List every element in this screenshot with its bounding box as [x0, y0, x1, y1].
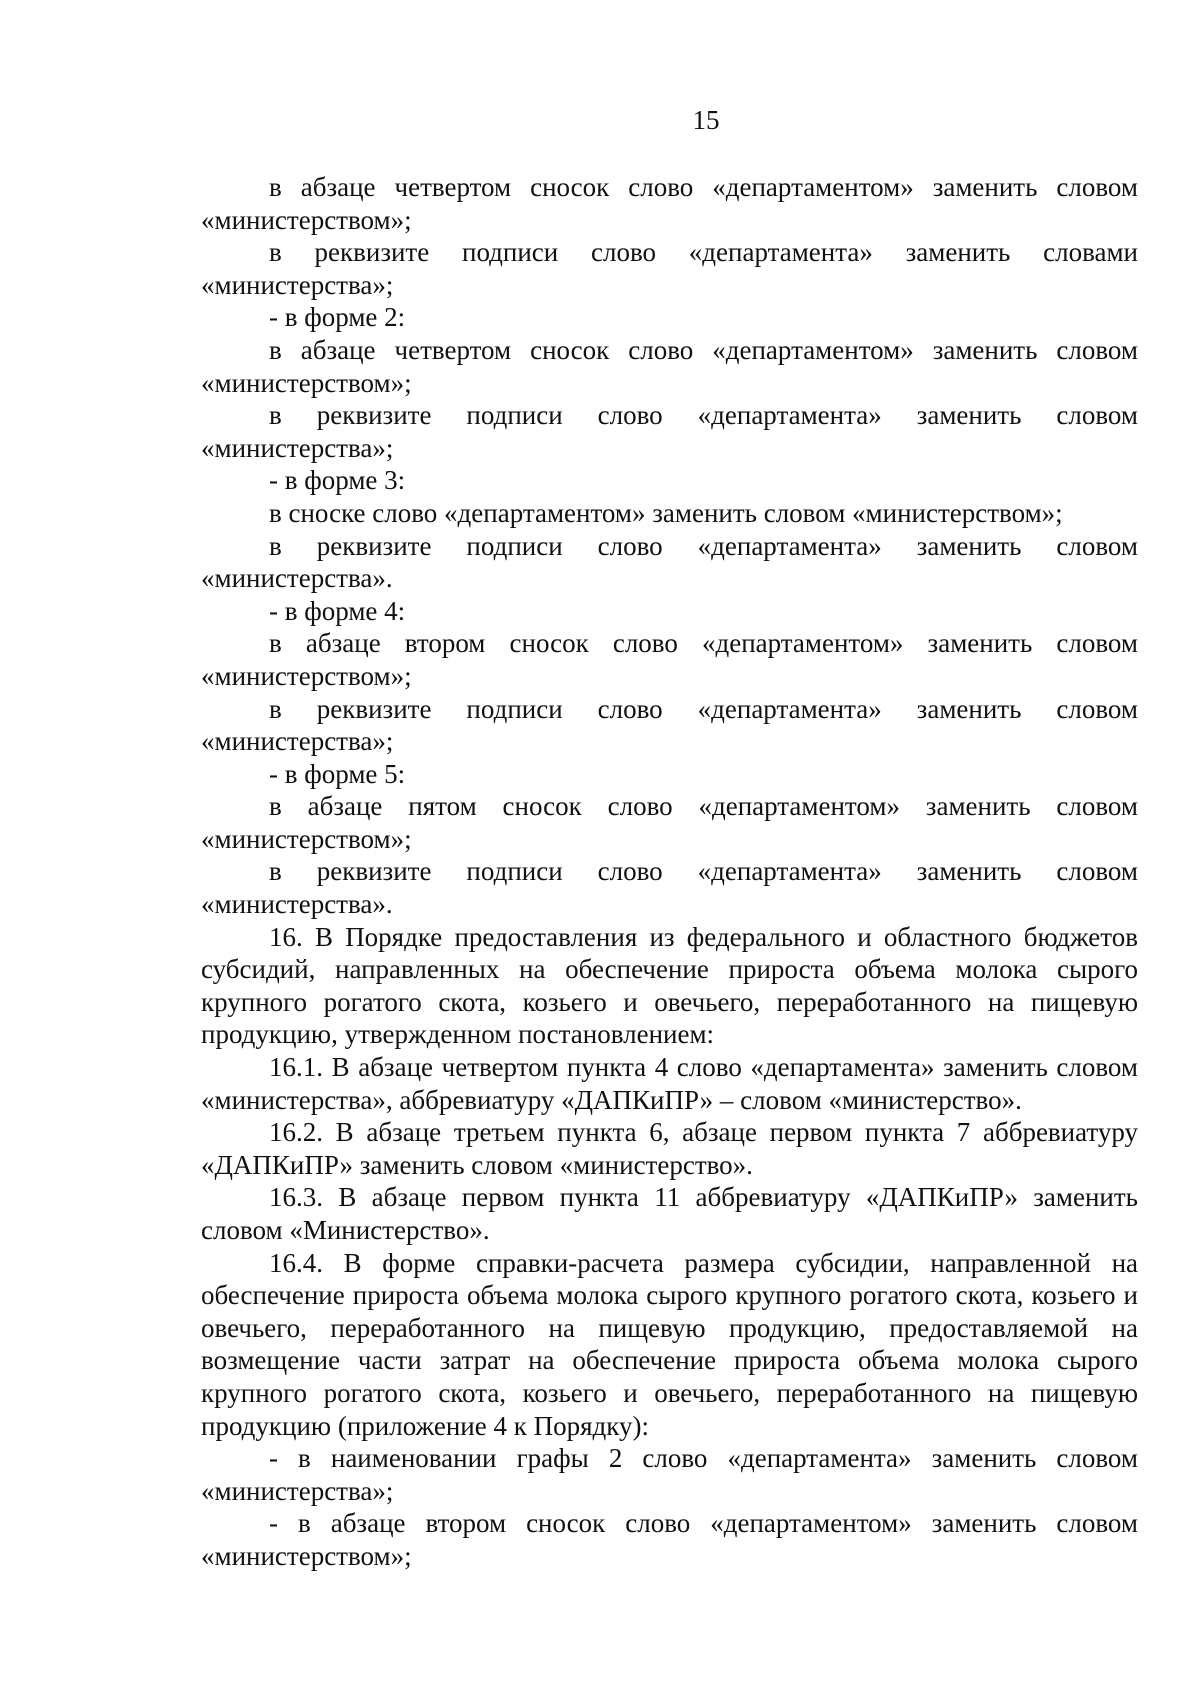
clause-16: 16. В Порядке предоставления из федерального и областного бюджетов субсидий, направленных на обеспечение прироста объема молока сырого крупного рогатого скота, козьего и овечьего, переработанного на пищевую продукцию, утвержденном постановлением: — [201, 921, 1138, 1050]
paragraph: в абзаце пятом сносок слово «департаментом» заменить словом «министерством»; — [201, 791, 1138, 854]
paragraph: в абзаце четвертом сносок слово «департаментом» заменить словом «министерством»; — [201, 172, 1138, 235]
paragraph: - в наименовании графы 2 слово «департамента» заменить словом «министерства»; — [201, 1443, 1138, 1506]
clause-16-1: 16.1. В абзаце четвертом пункта 4 слово «департамента» заменить словом «министерства», аббревиатуру «ДАПКиПР» – словом «министерство». — [201, 1052, 1138, 1115]
document-body — [201, 171, 1138, 1573]
form-heading: - в форме 2: — [269, 302, 406, 333]
form-heading: - в форме 4: — [269, 595, 406, 626]
paragraph: в реквизите подписи слово «департамента» заменить словом «министерства»; — [201, 400, 1138, 463]
clause-16-3: 16.3. В абзаце первом пункта 11 аббревиатуру «ДАПКиПР» заменить словом «Министерство». — [201, 1182, 1138, 1245]
clause-16-4: 16.4. В форме справки-расчета размера субсидии, направленной на обеспечение прироста объема молока сырого крупного рогатого скота, козьего и овечьего, переработанного на пищевую продукцию, предоставляемой на возмещение части затрат на обеспечение прироста объема молока сырого крупного рогатого скота, козьего и овечьего, переработанного на пищевую продукцию (приложение 4 к Порядку): — [201, 1247, 1138, 1441]
paragraph: в реквизите подписи слово «департамента» заменить словами «министерства»; — [201, 237, 1138, 300]
form-heading: - в форме 5: — [269, 758, 406, 789]
page-number: 15 — [692, 105, 720, 135]
paragraph: - в абзаце втором сносок слово «департаментом» заменить словом «министерством»; — [201, 1508, 1138, 1571]
form-heading: - в форме 3: — [269, 465, 406, 496]
paragraph: в абзаце втором сносок слово «департаментом» заменить словом «министерством»; — [201, 628, 1138, 691]
paragraph: в сноске слово «департаментом» заменить словом «министерством»; — [269, 497, 1063, 528]
paragraph: в реквизите подписи слово «департамента» заменить словом «министерства». — [201, 856, 1138, 920]
clause-16-2: 16.2. В абзаце третьем пункта 6, абзаце первом пункта 7 аббревиатуру «ДАПКиПР» заменить словом «министерство». — [201, 1117, 1138, 1180]
paragraph: в реквизите подписи слово «департамента» заменить словом «министерства». — [201, 530, 1138, 594]
paragraph: в реквизите подписи слово «департамента» заменить словом «министерства»; — [201, 693, 1138, 757]
paragraph: в абзаце четвертом сносок слово «департаментом» заменить словом «министерством»; — [201, 334, 1138, 398]
